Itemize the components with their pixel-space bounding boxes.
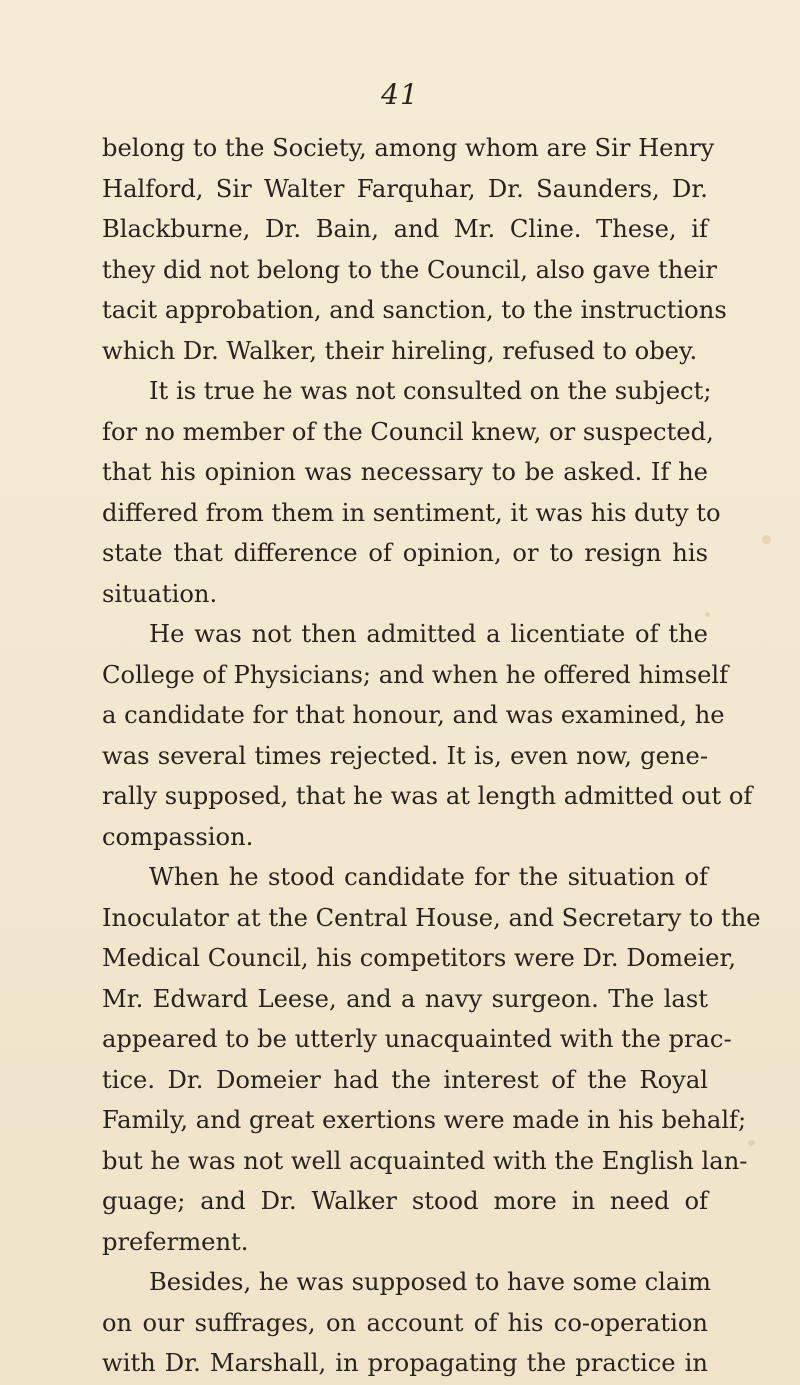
- text-line: a candidate for that honour, and was examined, he: [102, 701, 725, 729]
- body-text: [102, 128, 761, 1384]
- text-line: Blackburne, Dr. Bain, and Mr. Cline. These, if: [102, 215, 708, 243]
- paragraph: [102, 128, 727, 371]
- text-line: Mr. Edward Leese, and a navy surgeon. The last: [102, 984, 708, 1013]
- text-line: College of Physicians; and when he offered himself: [102, 660, 729, 689]
- text-line: tacit approbation, and sanction, to the instructions: [102, 296, 727, 324]
- paragraph: [102, 614, 753, 857]
- text-line: was several times rejected. It is, even now, gene-: [102, 741, 708, 770]
- paper-stain: [748, 1140, 755, 1146]
- text-line: which Dr. Walker, their hireling, refused to obey.: [102, 336, 698, 365]
- text-line: Inoculator at the Central House, and Secretary to the: [102, 903, 761, 932]
- text-line: for no member of the Council knew, or suspected,: [102, 417, 714, 446]
- text-line: preferment.: [102, 1227, 249, 1256]
- page-number: 41: [381, 78, 419, 111]
- text-line: on our suffrages, on account of his co-operation: [102, 1308, 708, 1337]
- text-line: It is true he was not consulted on the subject;: [149, 377, 712, 405]
- text-line: appeared to be utterly unacquainted with the prac-: [102, 1025, 732, 1053]
- text-line: When he stood candidate for the situation of: [149, 863, 708, 891]
- text-line: with Dr. Marshall, in propagating the practice in: [102, 1349, 708, 1377]
- text-line: situation.: [102, 579, 218, 608]
- paragraph: [102, 857, 761, 1262]
- text-line: He was not then admitted a licentiate of the: [149, 620, 708, 648]
- text-line: Halford, Sir Walter Farquhar, Dr. Saunders, Dr.: [102, 174, 708, 203]
- text-line: compassion.: [102, 822, 254, 851]
- text-line: tice. Dr. Domeier had the interest of the Royal: [102, 1065, 708, 1094]
- text-line: that his opinion was necessary to be asked. If he: [102, 458, 708, 486]
- text-line: Besides, he was supposed to have some claim: [149, 1268, 711, 1296]
- text-line: belong to the Society, among whom are Sir Henry: [102, 134, 715, 162]
- paragraph: [102, 1262, 711, 1384]
- text-line: differed from them in sentiment, it was his duty to: [102, 498, 721, 527]
- paper-stain: [762, 535, 771, 544]
- text-line: rally supposed, that he was at length admitted out of: [102, 782, 753, 810]
- paragraph: [102, 371, 721, 614]
- text-line: Medical Council, his competitors were Dr. Domeier,: [102, 944, 737, 972]
- text-line: state that difference of opinion, or to resign his: [102, 539, 708, 567]
- text-line: but he was not well acquainted with the English lan-: [102, 1146, 748, 1175]
- text-line: Family, and great exertions were made in his behalf;: [102, 1106, 747, 1134]
- text-line: guage; and Dr. Walker stood more in need of: [102, 1187, 708, 1215]
- text-line: they did not belong to the Council, also gave their: [102, 255, 717, 284]
